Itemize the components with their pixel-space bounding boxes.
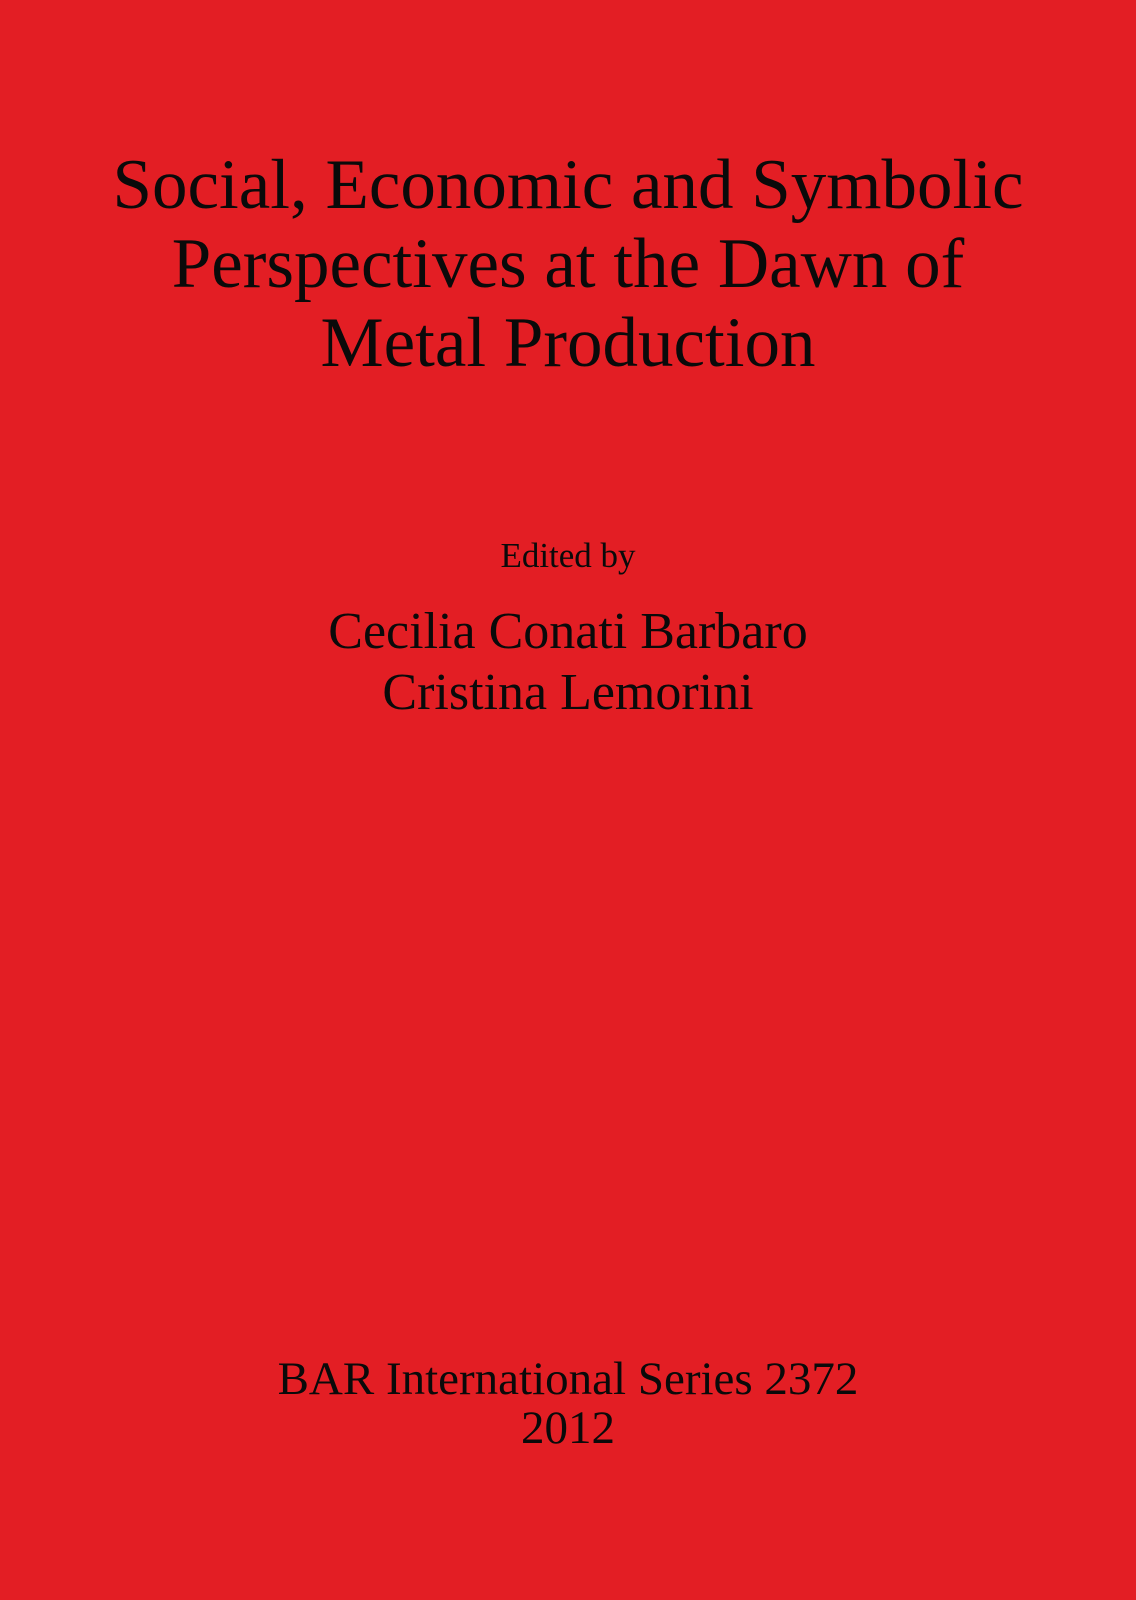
series-line: BAR International Series 2372	[277, 1353, 859, 1405]
editors-list	[0, 601, 1136, 723]
publication-year: 2012	[521, 1402, 615, 1454]
book-title-line-2: Perspectives at the Dawn of	[171, 225, 965, 303]
book-title-line-3: Metal Production	[320, 304, 816, 382]
book-title	[0, 146, 1136, 383]
edited-by-label: Edited by	[500, 536, 636, 575]
imprint-block	[0, 1355, 1136, 1453]
editor-name: Cristina Lemorini	[382, 664, 754, 721]
editor-name: Cecilia Conati Barbaro	[328, 603, 808, 660]
book-title-line-1: Social, Economic and Symbolic	[112, 146, 1024, 224]
